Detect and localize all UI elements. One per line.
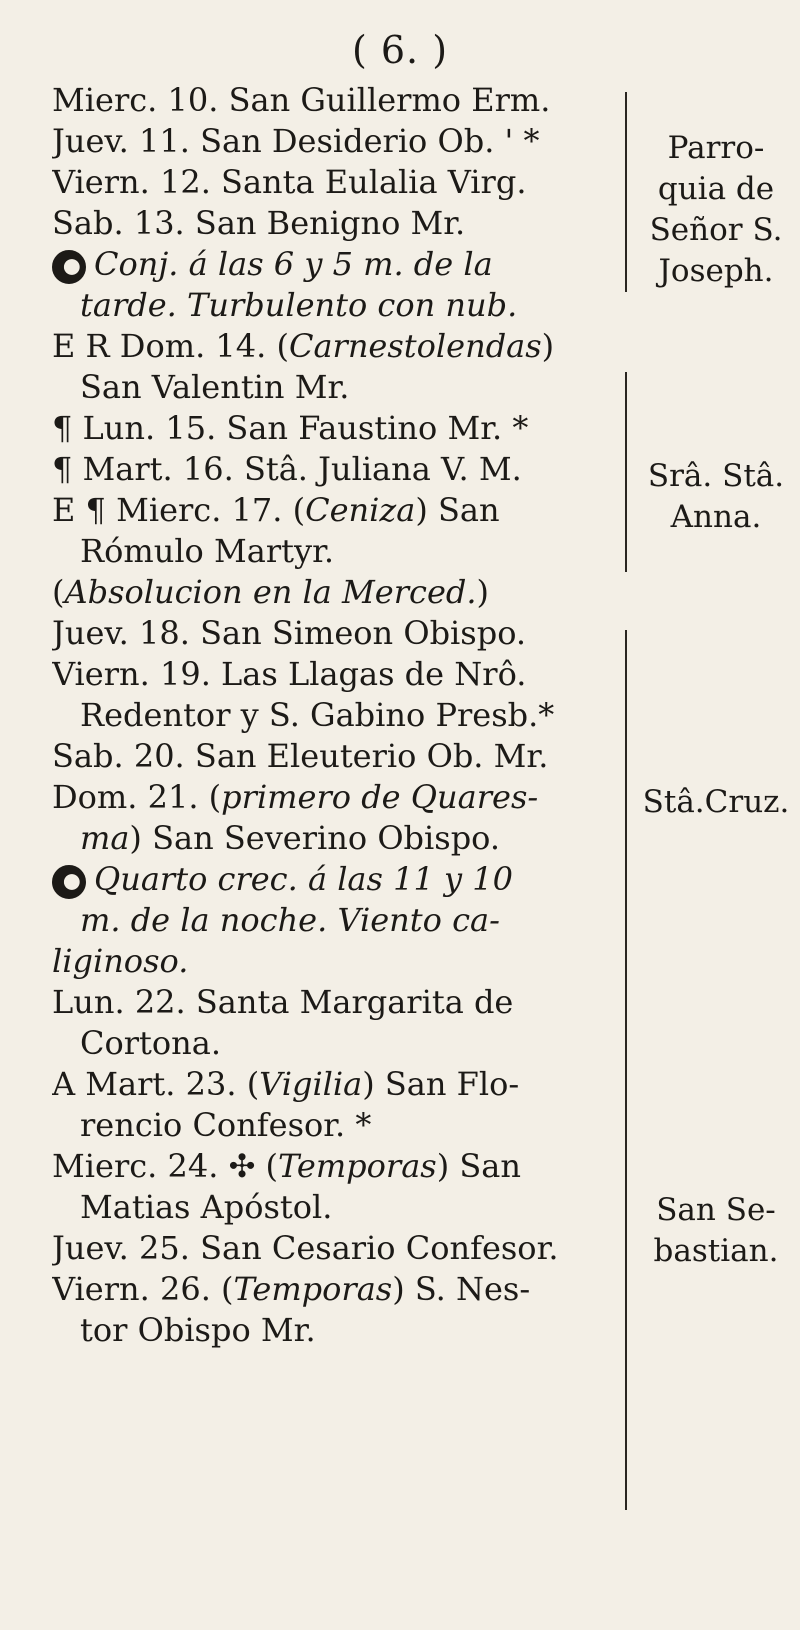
line-text: Redentor y S. Gabino Presb.*: [80, 696, 555, 734]
line-text-after: ) San: [436, 1147, 521, 1185]
calendar-line: [52, 1187, 610, 1228]
line-text-after: ): [476, 573, 490, 611]
calendar-line: [52, 1023, 610, 1064]
line-text: (: [52, 573, 65, 611]
line-text: A Mart. 23. (: [52, 1065, 260, 1103]
calendar-line: [52, 1064, 610, 1105]
calendar-line: [52, 1228, 610, 1269]
line-text: Mierc. 10. San Guillermo Erm.: [52, 81, 551, 119]
column-rule: [625, 820, 627, 1510]
line-text: Juev. 18. San Simeon Obispo.: [52, 614, 527, 652]
line-italic-text: liginoso.: [52, 942, 189, 980]
line-italic-text: tarde. Turbulento con nub.: [80, 286, 518, 324]
calendar-line: [52, 244, 610, 285]
line-italic-text: Temporas: [233, 1270, 393, 1308]
page-number: ( 6. ): [351, 28, 449, 72]
line-italic-text: Temporas: [278, 1147, 437, 1185]
line-text: rencio Confesor. *: [80, 1106, 372, 1144]
side-note-line: Anna.: [670, 499, 762, 535]
line-text: E ¶ Mierc. 17. (: [52, 491, 306, 529]
line-text: San Valentin Mr.: [80, 368, 350, 406]
calendar-line: [52, 695, 610, 736]
calendar-line: [52, 900, 610, 941]
side-note-santa-cruz: [636, 782, 796, 823]
line-italic-text: Carnestolendas: [288, 327, 542, 365]
side-note-line: San Se-: [656, 1192, 776, 1228]
line-text: Cortona.: [80, 1024, 222, 1062]
calendar-line: [52, 736, 610, 777]
line-text: E R Dom. 14. (: [52, 327, 289, 365]
line-italic-text: m. de la noche. Viento ca-: [80, 901, 500, 939]
line-text: ¶ Lun. 15. San Faustino Mr. *: [52, 409, 529, 447]
side-note-line: quia de: [657, 171, 775, 207]
calendar-line: [52, 941, 610, 982]
line-italic-text: primero de Quares-: [221, 778, 539, 816]
side-note-line: Señor S.: [649, 212, 783, 248]
line-italic-text: Quarto crec. á las 11 y 10: [94, 860, 513, 898]
calendar-line: [52, 859, 610, 900]
calendar-line: [52, 285, 610, 326]
line-text: Juev. 25. San Cesario Confesor.: [52, 1229, 559, 1267]
calendar-line: [52, 818, 610, 859]
line-text: Rómulo Martyr.: [80, 532, 335, 570]
moon-phase-icon: [52, 865, 86, 899]
column-rule: [625, 630, 627, 820]
line-text: Juev. 11. San Desiderio Ob. ' *: [52, 122, 540, 160]
side-note-line: bastian.: [653, 1233, 779, 1269]
line-text-after: ) S. Nes-: [392, 1270, 531, 1308]
line-text-after: ) San: [415, 491, 500, 529]
side-note-line: Parro-: [667, 130, 765, 166]
line-italic-text: Vigilia: [259, 1065, 363, 1103]
calendar-line: [52, 1310, 610, 1351]
calendar-line: [52, 1269, 610, 1310]
calendar-line: [52, 367, 610, 408]
calendar-line: [52, 490, 610, 531]
calendar-line: [52, 531, 610, 572]
calendar-line: [52, 572, 610, 613]
column-rule: [625, 92, 627, 292]
line-italic-text: Ceniza: [305, 491, 416, 529]
line-text: Viern. 26. (: [52, 1270, 234, 1308]
side-note-line: Joseph.: [658, 253, 774, 289]
calendar-line: [52, 121, 610, 162]
calendar-line: [52, 162, 610, 203]
calendar-line: [52, 982, 610, 1023]
line-text: Viern. 12. Santa Eulalia Virg.: [52, 163, 527, 201]
line-text: Sab. 20. San Eleuterio Ob. Mr.: [52, 737, 549, 775]
calendar-line: [52, 1105, 610, 1146]
calendar-line: [52, 80, 610, 121]
side-note-line: Srâ. Stâ.: [647, 458, 785, 494]
line-text: tor Obispo Mr.: [80, 1311, 316, 1349]
calendar-line: [52, 408, 610, 449]
calendar-line: [52, 449, 610, 490]
calendar-line: [52, 613, 610, 654]
line-text: Lun. 22. Santa Margarita de: [52, 983, 514, 1021]
line-italic-text: Absolucion en la Merced.: [64, 573, 477, 611]
calendar-line: [52, 654, 610, 695]
line-text: Matias Apóstol.: [80, 1188, 333, 1226]
line-text: Viern. 19. Las Llagas de Nrô.: [52, 655, 527, 693]
line-text: Dom. 21. (: [52, 778, 222, 816]
line-italic-text: Conj. á las 6 y 5 m. de la: [94, 245, 493, 283]
line-text-after: ) San Flo-: [362, 1065, 520, 1103]
calendar-line: [52, 326, 610, 367]
moon-phase-icon: [52, 250, 86, 284]
line-text-after: ) San Severino Obispo.: [129, 819, 501, 857]
side-note-parroquia: [636, 128, 796, 292]
side-note-san-sebastian: [636, 1190, 796, 1272]
side-note-santa-anna: [636, 456, 796, 538]
calendar-line: [52, 203, 610, 244]
line-italic-text: ma: [80, 819, 130, 857]
line-text-after: ): [541, 327, 555, 365]
line-text: ¶ Mart. 16. Stâ. Juliana V. M.: [52, 450, 522, 488]
calendar-line: [52, 1146, 610, 1187]
line-text: Sab. 13. San Benigno Mr.: [52, 204, 466, 242]
side-note-line: Stâ.Cruz.: [642, 784, 790, 820]
calendar-column: [52, 80, 610, 1351]
calendar-line: [52, 777, 610, 818]
line-text: Mierc. 24. ✣ (: [52, 1147, 279, 1185]
column-rule: [625, 372, 627, 572]
